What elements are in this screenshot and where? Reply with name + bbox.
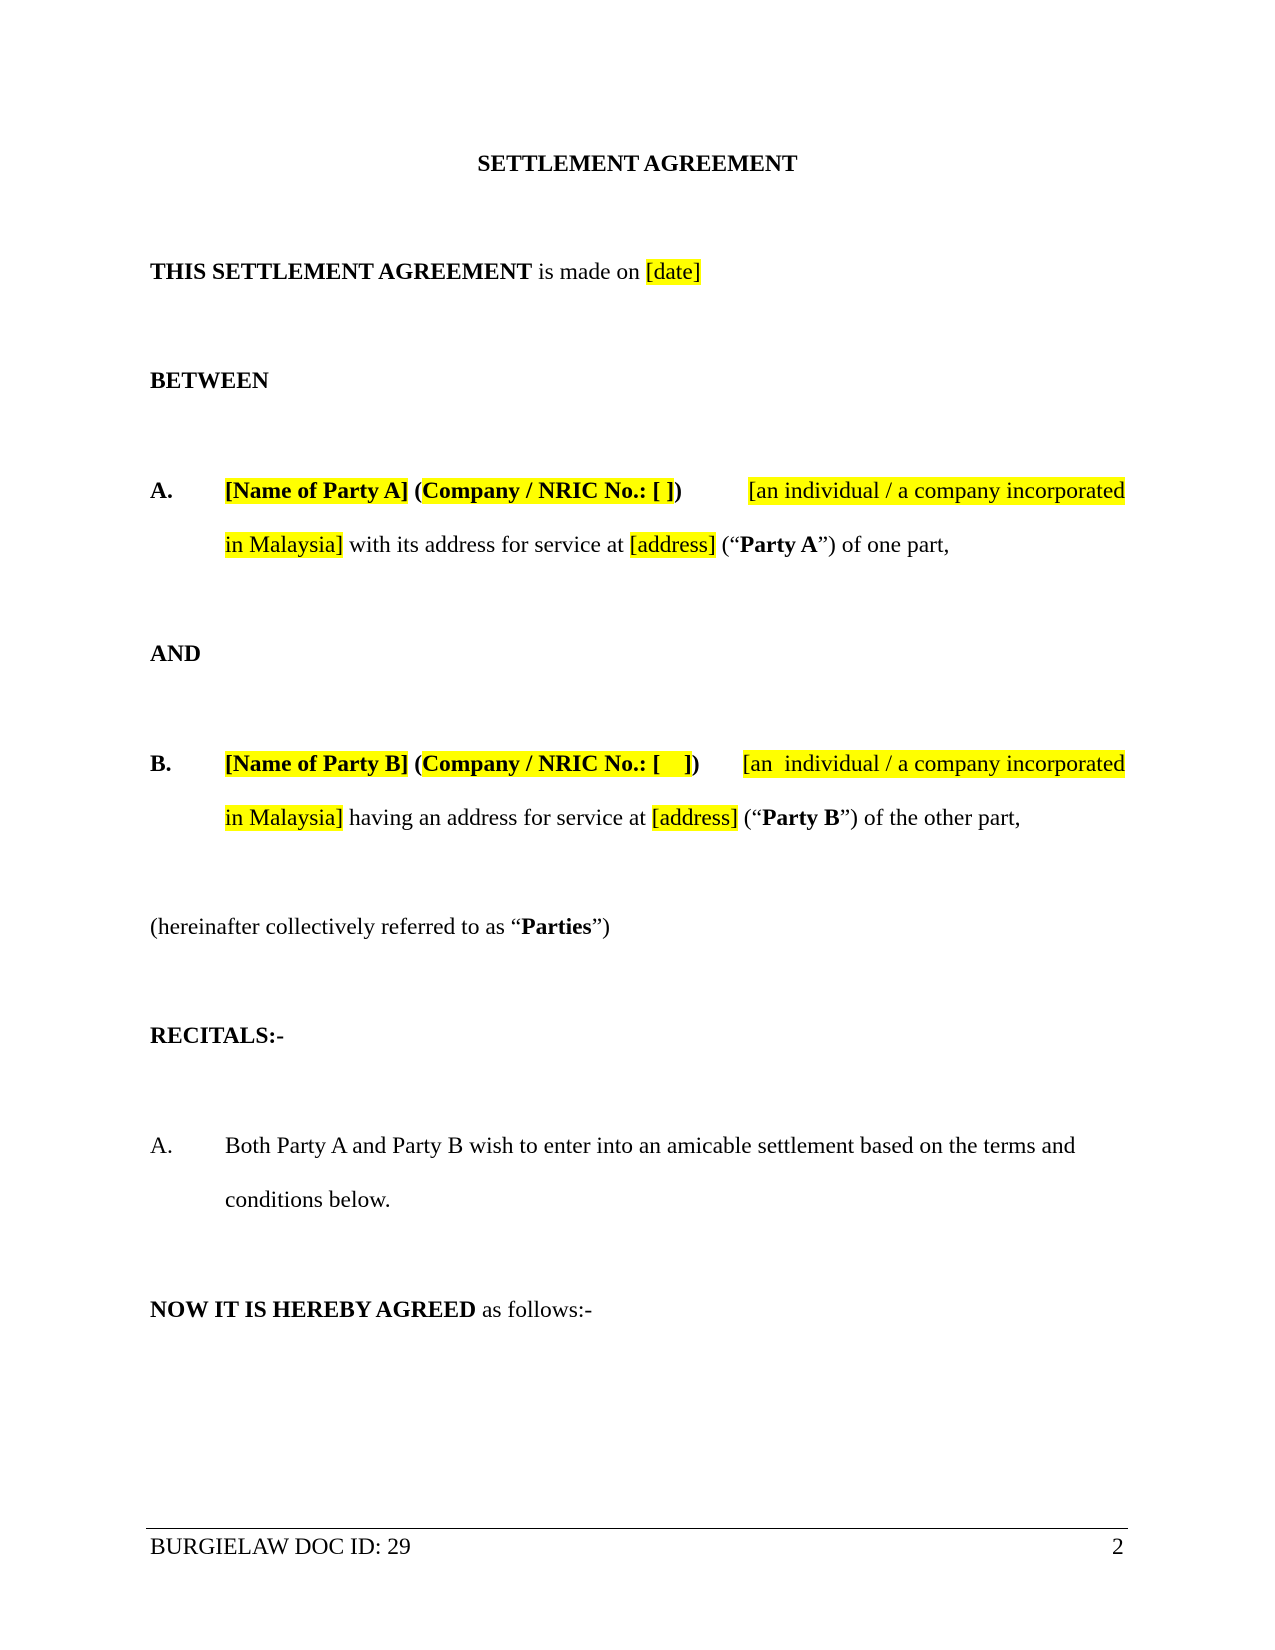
party-a-line-1 bbox=[225, 477, 1125, 505]
party-a-line-2 bbox=[225, 531, 949, 559]
party-b-open-paren: ( bbox=[408, 751, 423, 777]
between-heading: BETWEEN bbox=[150, 368, 269, 394]
agreement-lead: NOW IT IS HEREBY AGREED bbox=[150, 1297, 477, 1323]
intro-text: is made on bbox=[532, 259, 646, 285]
party-a-address-text: with its address for service at bbox=[343, 532, 630, 558]
party-b-address-placeholder: [address] bbox=[651, 805, 738, 831]
party-a-open-paren: ( bbox=[408, 478, 423, 504]
footer-divider bbox=[146, 1528, 1128, 1529]
party-b-close-paren: ) bbox=[691, 751, 700, 777]
party-b-entity-type-cont: in Malaysia] bbox=[225, 805, 344, 831]
recital-a-marker: A. bbox=[150, 1133, 173, 1159]
agreement-text: as follows:- bbox=[476, 1297, 593, 1323]
party-b-marker: B. bbox=[150, 751, 172, 777]
party-a-address-placeholder: [address] bbox=[629, 532, 716, 558]
party-b-entity-type: [an individual / a company incorporated bbox=[742, 751, 1125, 777]
party-a-defined-term: Party A bbox=[739, 532, 818, 558]
recital-a-line-1: Both Party A and Party B wish to enter into an amicable settlement based on the terms and bbox=[225, 1133, 1076, 1159]
party-a-id: Company / NRIC No.: [ ] bbox=[422, 478, 675, 504]
party-b-name: [Name of Party B] bbox=[225, 751, 409, 777]
intro-paragraph bbox=[150, 258, 701, 286]
party-b-defined-term: Party B bbox=[762, 805, 840, 831]
parties-defined-term: Parties bbox=[521, 914, 592, 940]
document-title: SETTLEMENT AGREEMENT bbox=[477, 151, 798, 177]
footer-doc-id: BURGIELAW DOC ID: 29 bbox=[150, 1534, 411, 1560]
party-b-address-text: having an address for service at bbox=[343, 805, 652, 831]
party-a-close-paren: ) bbox=[674, 478, 682, 504]
recital-a-line-2: conditions below. bbox=[225, 1187, 391, 1213]
party-b-line-2 bbox=[225, 804, 1020, 832]
party-a-name: [Name of Party A] bbox=[225, 478, 409, 504]
party-b-line-1 bbox=[225, 750, 1125, 778]
agreement-clause bbox=[150, 1296, 592, 1324]
party-a-defined-open: (“ bbox=[715, 532, 740, 558]
parties-clause bbox=[150, 913, 610, 941]
party-a-marker: A. bbox=[150, 478, 173, 504]
party-a-entity-type-cont: in Malaysia] bbox=[225, 532, 344, 558]
date-placeholder: [date] bbox=[645, 259, 701, 285]
party-a-entity-type: [an individual / a company incorporated bbox=[748, 478, 1125, 504]
parties-clause-close: ”) bbox=[591, 914, 610, 940]
parties-clause-text: (hereinafter collectively referred to as “ bbox=[150, 914, 522, 940]
recitals-heading: RECITALS:- bbox=[150, 1023, 285, 1049]
party-b-defined-close: ”) of the other part, bbox=[839, 805, 1021, 831]
footer-page-number: 2 bbox=[1112, 1534, 1124, 1560]
and-heading: AND bbox=[150, 641, 201, 667]
party-b-id: Company / NRIC No.: [ ] bbox=[422, 751, 692, 777]
party-b-defined-open: (“ bbox=[737, 805, 763, 831]
intro-lead: THIS SETTLEMENT AGREEMENT bbox=[150, 259, 533, 285]
party-a-defined-close: ”) of one part, bbox=[817, 532, 950, 558]
